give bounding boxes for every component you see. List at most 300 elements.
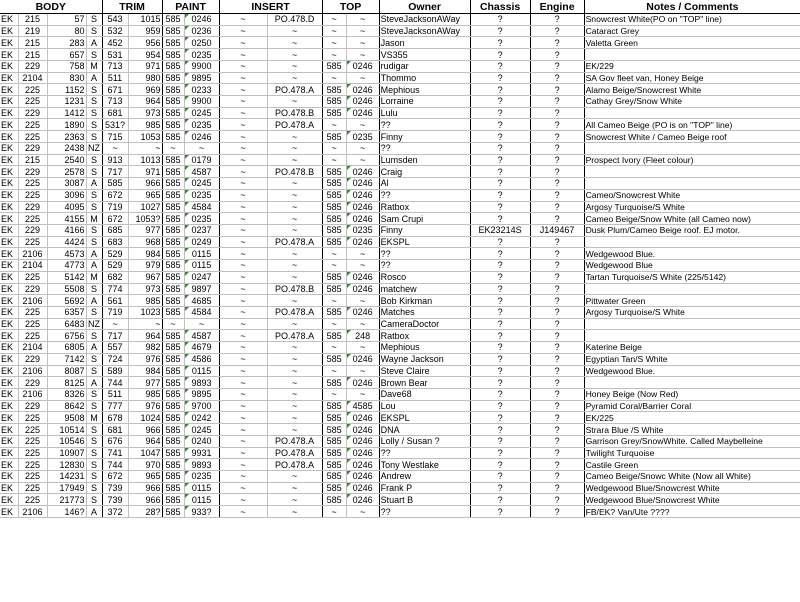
table-row xyxy=(0,189,800,201)
cell-trim-number: 1015 xyxy=(128,14,162,26)
cell-engine: ? xyxy=(530,154,584,166)
cell-top-code: 585 xyxy=(322,471,346,483)
cell-insert-a: ~ xyxy=(219,471,267,483)
cell-top-number: 0246 xyxy=(346,424,379,436)
cell-body-number: 10907 xyxy=(47,447,86,459)
cell-trim-number: 979 xyxy=(128,260,162,272)
cell-body-code: 229 xyxy=(18,142,47,154)
cell-paint-number: 0115 xyxy=(184,260,219,272)
cell-insert-b: ~ xyxy=(267,25,322,37)
cell-paint-number: 0236 xyxy=(184,25,219,37)
cell-paint-code: 585 xyxy=(162,353,184,365)
cell-engine: ? xyxy=(530,471,584,483)
cell-model: EK xyxy=(0,260,18,272)
cell-body-code: 225 xyxy=(18,96,47,108)
cell-top-code: 585 xyxy=(322,435,346,447)
cell-top-number: 0246 xyxy=(346,213,379,225)
cell-owner: DNA xyxy=(379,424,470,436)
cell-paint-code: 585 xyxy=(162,412,184,424)
cell-top-number: 0235 xyxy=(346,131,379,143)
cell-model: EK xyxy=(0,224,18,236)
cell-top-code: 585 xyxy=(322,283,346,295)
table-row xyxy=(0,377,800,389)
cell-model: EK xyxy=(0,37,18,49)
cell-insert-b: ~ xyxy=(267,178,322,190)
cell-body-type: A xyxy=(86,377,102,389)
cell-body-code: 2104 xyxy=(18,260,47,272)
cell-top-number: 0246 xyxy=(346,353,379,365)
cell-notes xyxy=(584,236,800,248)
cell-engine: ? xyxy=(530,260,584,272)
table-row xyxy=(0,447,800,459)
cell-body-type: S xyxy=(86,84,102,96)
cell-body-code: 2104 xyxy=(18,72,47,84)
cell-body-number: 10514 xyxy=(47,424,86,436)
cell-trim-code: 531? xyxy=(102,119,128,131)
cell-insert-b: ~ xyxy=(267,189,322,201)
cell-trim-code: 531 xyxy=(102,49,128,61)
header-owner: Owner xyxy=(379,0,470,14)
cell-notes xyxy=(584,318,800,330)
cell-owner: ?? xyxy=(379,260,470,272)
cell-notes: EK/229 xyxy=(584,60,800,72)
cell-body-type: A xyxy=(86,37,102,49)
cell-chassis: ? xyxy=(470,377,530,389)
cell-trim-number: 973 xyxy=(128,283,162,295)
table-row xyxy=(0,435,800,447)
cell-trim-code: 543 xyxy=(102,14,128,26)
cell-chassis: ? xyxy=(470,506,530,518)
cell-paint-code: 585 xyxy=(162,377,184,389)
cell-body-number: 4166 xyxy=(47,224,86,236)
cell-engine: ? xyxy=(530,412,584,424)
cell-paint-code: 585 xyxy=(162,72,184,84)
cell-engine: ? xyxy=(530,271,584,283)
cell-top-code: 585 xyxy=(322,271,346,283)
cell-insert-b: ~ xyxy=(267,482,322,494)
cell-body-type: S xyxy=(86,400,102,412)
cell-body-type: S xyxy=(86,459,102,471)
cell-paint-number: 9895 xyxy=(184,389,219,401)
cell-insert-b: ~ xyxy=(267,131,322,143)
cell-body-code: 215 xyxy=(18,37,47,49)
cell-body-type: M xyxy=(86,412,102,424)
cell-owner: VS355 xyxy=(379,49,470,61)
cell-paint-number: 4587 xyxy=(184,330,219,342)
cell-body-type: S xyxy=(86,471,102,483)
cell-notes: Honey Beige (Now Red) xyxy=(584,389,800,401)
cell-body-type: S xyxy=(86,494,102,506)
cell-top-number: 0246 xyxy=(346,166,379,178)
cell-insert-a: ~ xyxy=(219,447,267,459)
cell-body-number: 6805 xyxy=(47,342,86,354)
cell-body-type: S xyxy=(86,96,102,108)
cell-engine: ? xyxy=(530,248,584,260)
cell-body-code: 225 xyxy=(18,435,47,447)
cell-trim-number: 964 xyxy=(128,96,162,108)
cell-paint-number: 9931 xyxy=(184,447,219,459)
cell-body-code: 2106 xyxy=(18,506,47,518)
cell-trim-code: 529 xyxy=(102,248,128,260)
cell-insert-b: ~ xyxy=(267,365,322,377)
cell-paint-code: 585 xyxy=(162,49,184,61)
cell-engine: ? xyxy=(530,49,584,61)
cell-paint-code: 585 xyxy=(162,154,184,166)
cell-chassis: ? xyxy=(470,295,530,307)
cell-insert-b: ~ xyxy=(267,377,322,389)
cell-engine: ? xyxy=(530,84,584,96)
cell-notes: Prospect Ivory (Fleet colour) xyxy=(584,154,800,166)
cell-notes: Valetta Green xyxy=(584,37,800,49)
cell-owner: Ratbox xyxy=(379,330,470,342)
cell-paint-code: 585 xyxy=(162,506,184,518)
cell-trim-code: 676 xyxy=(102,435,128,447)
cell-chassis: ? xyxy=(470,14,530,26)
cell-body-type: S xyxy=(86,25,102,37)
cell-paint-number: 4584 xyxy=(184,201,219,213)
cell-notes: Strara Blue /S White xyxy=(584,424,800,436)
cell-model: EK xyxy=(0,506,18,518)
cell-body-number: 758 xyxy=(47,60,86,72)
cell-trim-number: 966 xyxy=(128,178,162,190)
cell-trim-number: 964 xyxy=(128,435,162,447)
cell-model: EK xyxy=(0,412,18,424)
cell-owner: Finny xyxy=(379,131,470,143)
cell-model: EK xyxy=(0,248,18,260)
cell-paint-code: 585 xyxy=(162,306,184,318)
cell-body-type: S xyxy=(86,166,102,178)
cell-owner: EKSPL xyxy=(379,412,470,424)
cell-trim-code: 774 xyxy=(102,283,128,295)
cell-model: EK xyxy=(0,178,18,190)
cell-body-code: 225 xyxy=(18,189,47,201)
cell-owner: Brown Bear xyxy=(379,377,470,389)
table-row xyxy=(0,178,800,190)
cell-owner: ?? xyxy=(379,248,470,260)
cell-trim-number: 985 xyxy=(128,389,162,401)
header-paint: PAINT xyxy=(162,0,219,14)
cell-paint-number: 4685 xyxy=(184,295,219,307)
cell-model: EK xyxy=(0,166,18,178)
cell-body-code: 229 xyxy=(18,224,47,236)
cell-owner: Stuart B xyxy=(379,494,470,506)
cell-chassis: ? xyxy=(470,330,530,342)
cell-body-code: 2104 xyxy=(18,342,47,354)
cell-body-type: A xyxy=(86,295,102,307)
cell-top-code: ~ xyxy=(322,72,346,84)
cell-paint-code: 585 xyxy=(162,14,184,26)
cell-body-code: 229 xyxy=(18,353,47,365)
cell-notes: Cataract Grey xyxy=(584,25,800,37)
cell-notes xyxy=(584,166,800,178)
cell-insert-b: PO.478.A xyxy=(267,236,322,248)
cell-model: EK xyxy=(0,295,18,307)
cell-insert-a: ~ xyxy=(219,424,267,436)
cell-paint-number: 9900 xyxy=(184,60,219,72)
cell-trim-code: 672 xyxy=(102,189,128,201)
cell-trim-number: 965 xyxy=(128,471,162,483)
cell-chassis: ? xyxy=(470,494,530,506)
table-row xyxy=(0,424,800,436)
cell-insert-b: ~ xyxy=(267,201,322,213)
cell-insert-b: ~ xyxy=(267,412,322,424)
cell-trim-code: 672 xyxy=(102,213,128,225)
cell-notes xyxy=(584,49,800,61)
cell-trim-code: 724 xyxy=(102,353,128,365)
cell-top-code: ~ xyxy=(322,318,346,330)
cell-paint-code: 585 xyxy=(162,131,184,143)
cell-model: EK xyxy=(0,189,18,201)
cell-trim-code: 682 xyxy=(102,271,128,283)
cell-insert-a: ~ xyxy=(219,353,267,365)
cell-body-number: 7142 xyxy=(47,353,86,365)
cell-owner: Rosco xyxy=(379,271,470,283)
cell-body-number: 3087 xyxy=(47,178,86,190)
cell-body-type: S xyxy=(86,236,102,248)
cell-body-type: M xyxy=(86,60,102,72)
cell-insert-b: ~ xyxy=(267,37,322,49)
table-row xyxy=(0,72,800,84)
cell-top-code: 585 xyxy=(322,412,346,424)
cell-body-code: 225 xyxy=(18,236,47,248)
cell-notes: Egyptian Tan/S White xyxy=(584,353,800,365)
cell-model: EK xyxy=(0,84,18,96)
table-row xyxy=(0,295,800,307)
table-row xyxy=(0,213,800,225)
table-row xyxy=(0,14,800,26)
cell-chassis: ? xyxy=(470,37,530,49)
cell-body-number: 8125 xyxy=(47,377,86,389)
cell-body-code: 229 xyxy=(18,201,47,213)
cell-body-type: A xyxy=(86,260,102,272)
cell-insert-a: ~ xyxy=(219,72,267,84)
cell-chassis: ? xyxy=(470,189,530,201)
cell-body-number: 830 xyxy=(47,72,86,84)
cell-trim-number: 984 xyxy=(128,248,162,260)
cell-engine: ? xyxy=(530,424,584,436)
cell-body-code: 2106 xyxy=(18,365,47,377)
table-row xyxy=(0,131,800,143)
cell-engine: ? xyxy=(530,377,584,389)
cell-paint-number: 0240 xyxy=(184,435,219,447)
cell-owner: Frank P xyxy=(379,482,470,494)
cell-chassis: ? xyxy=(470,131,530,143)
cell-engine: ? xyxy=(530,72,584,84)
cell-paint-code: 585 xyxy=(162,424,184,436)
cell-trim-code: 713 xyxy=(102,60,128,72)
cell-top-number: ~ xyxy=(346,248,379,260)
cell-body-number: 1890 xyxy=(47,119,86,131)
cell-insert-a: ~ xyxy=(219,96,267,108)
cell-owner: EKSPL xyxy=(379,236,470,248)
cell-model: EK xyxy=(0,236,18,248)
cell-top-code: 585 xyxy=(322,494,346,506)
cell-notes: All Cameo Beige (PO is on "TOP" line) xyxy=(584,119,800,131)
cell-trim-number: 28? xyxy=(128,506,162,518)
cell-paint-number: 9895 xyxy=(184,72,219,84)
cell-top-code: 585 xyxy=(322,178,346,190)
cell-owner: Finny xyxy=(379,224,470,236)
cell-insert-b: ~ xyxy=(267,271,322,283)
cell-top-number: ~ xyxy=(346,142,379,154)
cell-body-number: 10546 xyxy=(47,435,86,447)
cell-owner: rudigar xyxy=(379,60,470,72)
cell-top-code: ~ xyxy=(322,119,346,131)
cell-insert-a: ~ xyxy=(219,119,267,131)
cell-paint-number: 9900 xyxy=(184,96,219,108)
cell-trim-code: 671 xyxy=(102,84,128,96)
cell-top-code: 585 xyxy=(322,60,346,72)
cell-top-code: 585 xyxy=(322,224,346,236)
table-row xyxy=(0,318,800,330)
cell-insert-b: ~ xyxy=(267,142,322,154)
cell-insert-a: ~ xyxy=(219,49,267,61)
cell-body-code: 225 xyxy=(18,271,47,283)
cell-chassis: ? xyxy=(470,119,530,131)
cell-insert-a: ~ xyxy=(219,14,267,26)
cell-top-code: 585 xyxy=(322,201,346,213)
cell-chassis: ? xyxy=(470,142,530,154)
table-row xyxy=(0,330,800,342)
cell-top-number: 0246 xyxy=(346,201,379,213)
cell-paint-code: 585 xyxy=(162,435,184,447)
cell-body-number: 2540 xyxy=(47,154,86,166)
cell-owner: CameraDoctor xyxy=(379,318,470,330)
header-insert: INSERT xyxy=(219,0,322,14)
cell-owner: Mephious xyxy=(379,342,470,354)
cell-insert-b: ~ xyxy=(267,295,322,307)
table-row xyxy=(0,271,800,283)
cell-owner: Thommo xyxy=(379,72,470,84)
cell-top-code: ~ xyxy=(322,37,346,49)
cell-insert-a: ~ xyxy=(219,318,267,330)
cell-engine: ? xyxy=(530,213,584,225)
cell-trim-number: 966 xyxy=(128,494,162,506)
cell-trim-code: 719 xyxy=(102,201,128,213)
cell-paint-code: 585 xyxy=(162,213,184,225)
cell-trim-number: 982 xyxy=(128,342,162,354)
cell-paint-number: 0179 xyxy=(184,154,219,166)
cell-body-code: 225 xyxy=(18,131,47,143)
cell-insert-a: ~ xyxy=(219,248,267,260)
cell-top-code: ~ xyxy=(322,342,346,354)
cell-insert-b: ~ xyxy=(267,342,322,354)
cell-body-type: M xyxy=(86,213,102,225)
cell-top-number: 0246 xyxy=(346,459,379,471)
cell-owner: Jason xyxy=(379,37,470,49)
cell-body-code: 215 xyxy=(18,14,47,26)
cell-top-number: 0235 xyxy=(346,224,379,236)
cell-paint-number: 0249 xyxy=(184,236,219,248)
cell-body-type: A xyxy=(86,342,102,354)
cell-paint-number: 0235 xyxy=(184,189,219,201)
cell-trim-number: 971 xyxy=(128,166,162,178)
cell-trim-number: 985 xyxy=(128,119,162,131)
cell-insert-b: PO.478.B xyxy=(267,107,322,119)
cell-engine: ? xyxy=(530,14,584,26)
cell-paint-code: 585 xyxy=(162,96,184,108)
cell-top-code: ~ xyxy=(322,142,346,154)
cell-body-code: 225 xyxy=(18,306,47,318)
cell-paint-number: ~ xyxy=(184,318,219,330)
cell-chassis: ? xyxy=(470,365,530,377)
cell-insert-b: ~ xyxy=(267,49,322,61)
cell-paint-code: 585 xyxy=(162,166,184,178)
cell-owner: Steve Claire xyxy=(379,365,470,377)
cell-insert-a: ~ xyxy=(219,412,267,424)
cell-engine: ? xyxy=(530,389,584,401)
cell-model: EK xyxy=(0,201,18,213)
cell-insert-b: ~ xyxy=(267,60,322,72)
cell-body-number: 2363 xyxy=(47,131,86,143)
cell-chassis: ? xyxy=(470,60,530,72)
cell-insert-b: ~ xyxy=(267,72,322,84)
cell-top-code: ~ xyxy=(322,295,346,307)
cell-paint-code: 585 xyxy=(162,201,184,213)
cell-paint-code: 585 xyxy=(162,400,184,412)
cell-chassis: ? xyxy=(470,389,530,401)
cell-paint-number: 933? xyxy=(184,506,219,518)
cell-paint-code: 585 xyxy=(162,107,184,119)
cell-paint-number: 4679 xyxy=(184,342,219,354)
header-row xyxy=(0,0,800,14)
table-row xyxy=(0,283,800,295)
cell-paint-number: 0245 xyxy=(184,178,219,190)
cell-paint-code: 585 xyxy=(162,236,184,248)
cell-body-number: 1231 xyxy=(47,96,86,108)
cell-notes: Pyramid Coral/Barrier Coral xyxy=(584,400,800,412)
table-body xyxy=(0,14,800,518)
cell-body-number: 5692 xyxy=(47,295,86,307)
cell-top-number: 0246 xyxy=(346,84,379,96)
cell-paint-number: 0247 xyxy=(184,271,219,283)
cell-body-type: S xyxy=(86,49,102,61)
cell-trim-code: 777 xyxy=(102,400,128,412)
cell-engine: ? xyxy=(530,506,584,518)
cell-model: EK xyxy=(0,131,18,143)
header-trim: TRIM xyxy=(102,0,162,14)
cell-body-number: 80 xyxy=(47,25,86,37)
cell-notes xyxy=(584,330,800,342)
cell-body-number: 283 xyxy=(47,37,86,49)
cell-paint-number: ~ xyxy=(184,142,219,154)
cell-model: EK xyxy=(0,342,18,354)
cell-body-number: 12830 xyxy=(47,459,86,471)
cell-trim-number: 1053? xyxy=(128,213,162,225)
table-row xyxy=(0,412,800,424)
cell-trim-number: 977 xyxy=(128,377,162,389)
cell-owner: Tony Westlake xyxy=(379,459,470,471)
cell-top-code: 585 xyxy=(322,447,346,459)
cell-insert-a: ~ xyxy=(219,236,267,248)
table-row xyxy=(0,49,800,61)
cell-engine: ? xyxy=(530,119,584,131)
cell-body-type: NZ xyxy=(86,142,102,154)
table-row xyxy=(0,471,800,483)
cell-top-code: 585 xyxy=(322,96,346,108)
cell-body-type: S xyxy=(86,330,102,342)
cell-insert-b: PO.478.A xyxy=(267,119,322,131)
cell-body-code: 225 xyxy=(18,459,47,471)
cell-model: EK xyxy=(0,389,18,401)
cell-trim-number: 976 xyxy=(128,353,162,365)
cell-notes: Dusk Plum/Cameo Beige roof. EJ motor. xyxy=(584,224,800,236)
cell-top-number: 0246 xyxy=(346,435,379,447)
cell-chassis: ? xyxy=(470,271,530,283)
cell-body-code: 229 xyxy=(18,60,47,72)
cell-top-number: 0246 xyxy=(346,482,379,494)
cell-insert-b: ~ xyxy=(267,224,322,236)
